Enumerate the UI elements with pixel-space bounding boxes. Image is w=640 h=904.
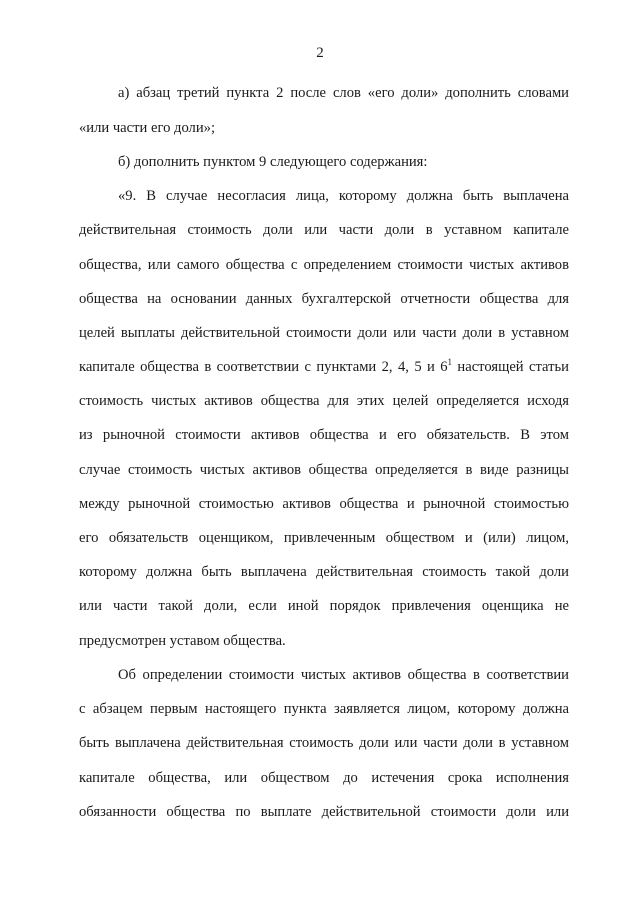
text-line: или части такой доли, если иной порядок привлечения оценщика не <box>79 598 569 614</box>
text-line: стоимость чистых активов общества для этих целей определяется исходя <box>79 393 569 409</box>
text-line: б) дополнить пунктом 9 следующего содержания: <box>118 154 428 170</box>
text-line <box>79 358 569 376</box>
text-line: быть выплачена действительная стоимость доли или части доли в уставном <box>79 735 569 751</box>
text-line: а) абзац третий пункта 2 после слов «его доли» дополнить словами <box>118 85 569 101</box>
text-segment: настоящей статьи <box>452 359 569 375</box>
text-line: обязанности общества по выплате действительной стоимости доли или <box>79 804 569 820</box>
text-line: которому должна быть выплачена действительная стоимость такой доли <box>79 564 569 580</box>
page-number: 2 <box>316 45 324 61</box>
text-line: общества, или самого общества с определением стоимости чистых активов <box>79 257 569 273</box>
text-line: между рыночной стоимостью активов общества и рыночной стоимостью <box>79 496 569 512</box>
text-line: с абзацем первым настоящего пункта заявляется лицом, которому должна <box>79 701 569 717</box>
text-segment: капитале общества в соответствии с пунктами 2, 4, 5 и 6 <box>79 359 448 375</box>
text-line: из рыночной стоимости активов общества и его обязательств. В этом <box>79 427 569 443</box>
text-line: капитале общества, или обществом до истечения срока исполнения <box>79 770 569 786</box>
text-line: «или части его доли»; <box>79 120 215 136</box>
text-line: целей выплаты действительной стоимости доли или части доли в уставном <box>79 325 569 341</box>
text-line: общества на основании данных бухгалтерской отчетности общества для <box>79 291 569 307</box>
text-line: его обязательств оценщиком, привлеченным обществом и (или) лицом, <box>79 530 569 546</box>
text-line: «9. В случае несогласия лица, которому должна быть выплачена <box>118 188 569 204</box>
superscript: 1 <box>447 357 453 367</box>
text-line: Об определении стоимости чистых активов общества в соответствии <box>118 667 569 683</box>
text-line: предусмотрен уставом общества. <box>79 633 286 649</box>
text-line: случае стоимость чистых активов общества определяется в виде разницы <box>79 462 569 478</box>
text-line: действительная стоимость доли или части доли в уставном капитале <box>79 222 569 238</box>
